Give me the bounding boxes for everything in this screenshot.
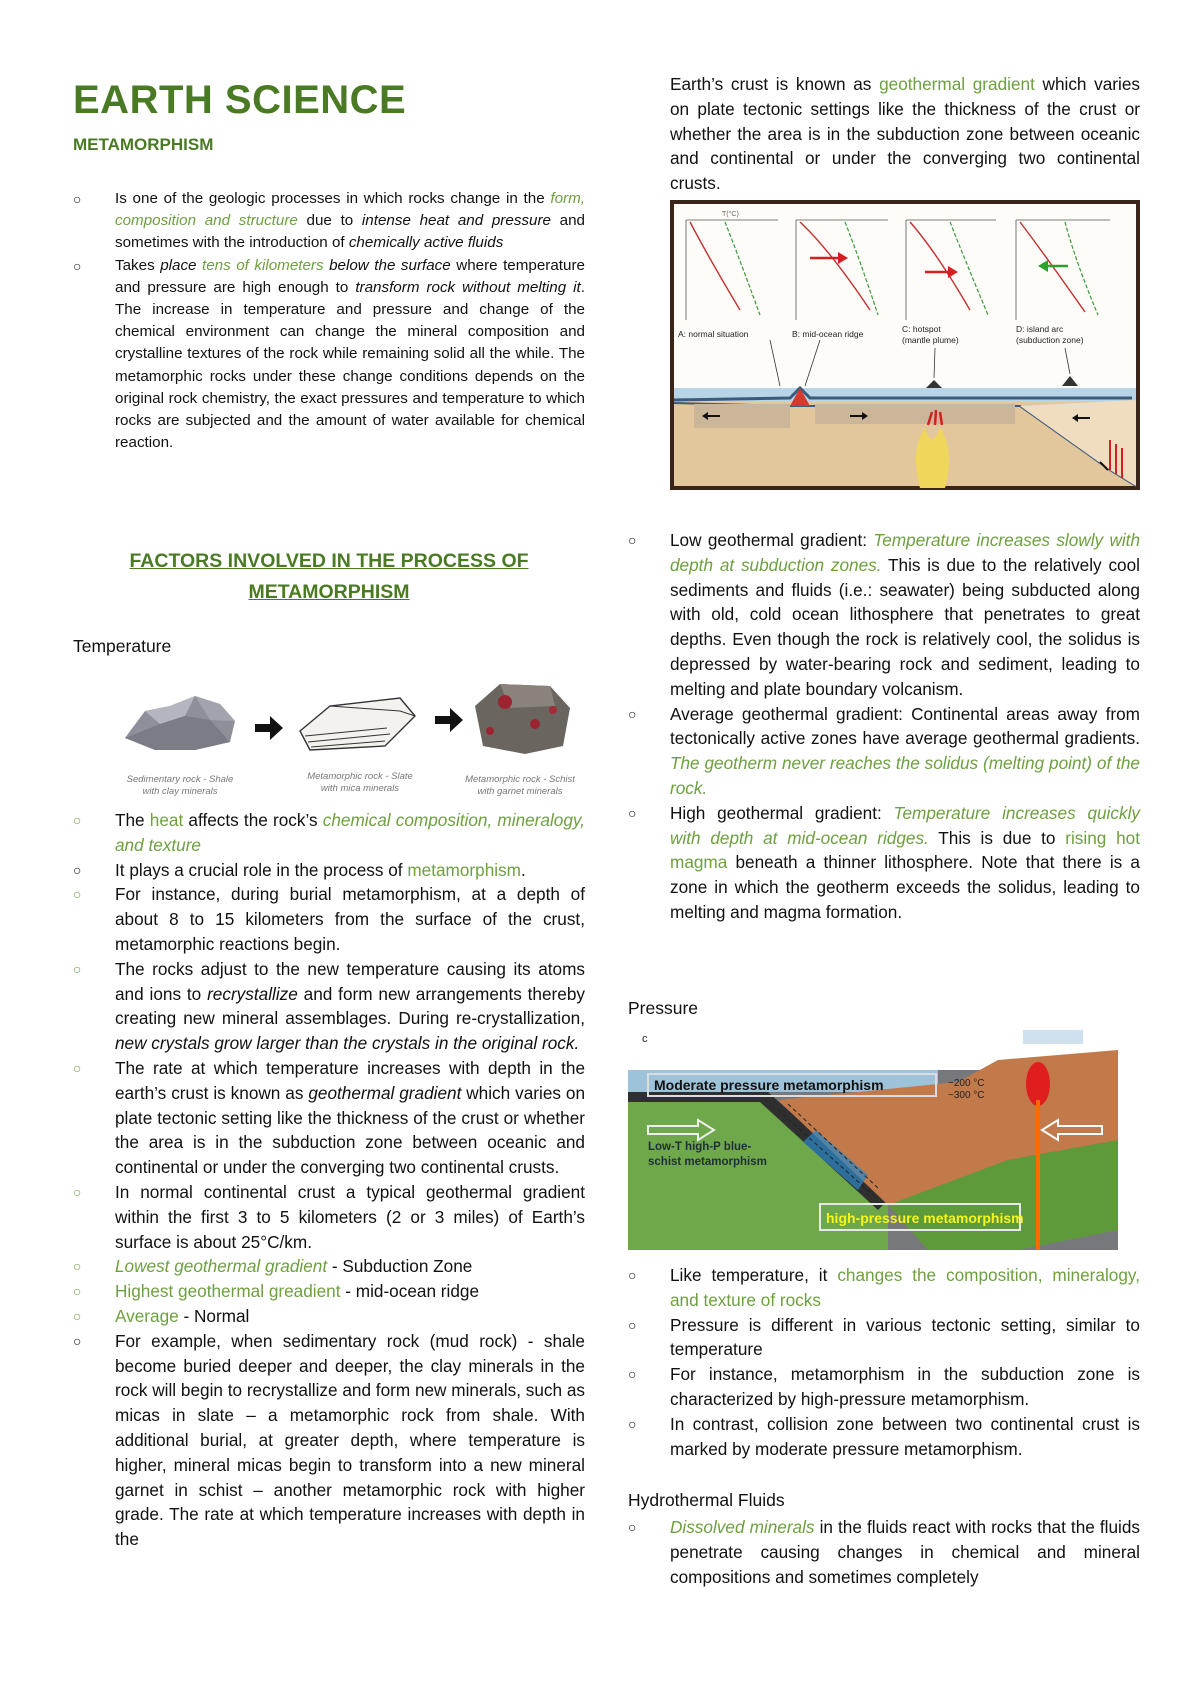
list-item: ○ Pressure is different in various tectonic setting, similar to temperature [628, 1314, 1140, 1360]
list-item: ○ High geothermal gradient: Temperature increases quickly with depth at mid-ocean ridges. This is due to rising hot magma beneath a thinner lithosphere. Note that there is a zone in which the geotherm exceeds the solidus, leading to melting and magma formation. [628, 802, 1140, 922]
circle-bullet-icon: ○ [628, 1415, 637, 1432]
figure-letter: c [642, 1033, 648, 1045]
circle-bullet-icon: ○ [628, 532, 637, 548]
circle-bullet-icon: ○ [73, 1059, 82, 1076]
moderate-pressure-label: Moderate pressure metamorphism [654, 1077, 884, 1093]
geothermal-paragraph: Earth’s crust is known as geothermal gradient which varies on plate tectonic settings like the thickness of the crust or whether the area is in the subduction zone between oceanic and continental or under the converging two continental crusts. [670, 74, 1141, 194]
panel-caption: (subduction zone) [1016, 335, 1084, 345]
panel-caption: C: hotspot [902, 324, 941, 334]
factors-heading: FACTORS INVOLVED IN THE PROCESS OF METAMORPHISM [129, 550, 529, 603]
panel-caption: A: normal situation [678, 329, 749, 339]
list-item: ○ Like temperature, it changes the composition, mineralogy, and texture of rocks [628, 1265, 1140, 1310]
caption-schist: Metamorphic rock - Schist [465, 774, 575, 785]
gradient-list [628, 528, 1140, 925]
circle-bullet-icon: ○ [73, 960, 82, 977]
list-item: ○ In contrast, collision zone between two continental crust is marked by moderate pressure metamorphism. [628, 1413, 1140, 1459]
pressure-label: Pressure [628, 998, 699, 1018]
geothermal-gradient-figure [670, 200, 1140, 490]
circle-bullet-icon: ○ [73, 1332, 82, 1349]
circle-bullet-icon: ○ [73, 191, 82, 207]
list-item: ○ Highest geothermal greadient - mid-ocean ridge [73, 1279, 585, 1304]
list-item: ○ Average geothermal gradient: Continental areas away from tectonically active zones have average geothermal gradients. The geotherm never reaches the solidus (melting point) of the rock. [628, 703, 1140, 798]
circle-bullet-icon: ○ [73, 861, 82, 878]
list-item: ○ Takes place tens of kilometers below the surface where temperature and pressure are high enough to transform rock without melting it. The increase in temperature and pressure and change of the chemical environment can change the mineral composition and crystalline textures of the rock while remaining solid all the while. The metamorphic rocks under these change conditions depends on the original rock chemistry, the exact pressures and temperature to which rocks are subjected and the amount of water available for chemical reaction. [73, 256, 585, 452]
list-item: ○ Dissolved minerals in the fluids react with rocks that the fluids penetrate causing changes in chemical and mineral compositions and sometimes completely [628, 1517, 1140, 1587]
page-title: EARTH SCIENCE [73, 78, 407, 122]
pressure-list [628, 1263, 1140, 1461]
axis-label: T(°C) [722, 211, 739, 218]
panel-caption: (mantle plume) [902, 335, 959, 345]
caption-schist-2: with garnet minerals [477, 786, 563, 797]
circle-bullet-icon: ○ [73, 886, 82, 903]
circle-bullet-icon: ○ [73, 1183, 82, 1200]
list-item: ○ In normal continental crust a typical geothermal gradient within the first 3 to 5 kilometers (2 or 3 miles) of Earth’s surface is about 25°C/km. [73, 1181, 585, 1252]
hydrothermal-list [628, 1515, 1140, 1589]
caption-shale-2: with clay minerals [142, 786, 218, 797]
list-item: ○ For instance, during burial metamorphism, at a depth of about 8 to 15 kilometers from the surface of the crust, metamorphic reactions begin. [73, 884, 585, 954]
page-subtitle: METAMORPHISM [73, 135, 214, 154]
list-item: ○ The rate at which temperature increases with depth in the earth’s crust is known as geothermal gradient which varies on plate tectonic setting like the thickness of the crust or whether the area is in the subduction zone between oceanic and continental or under the converging two continental crusts. [73, 1057, 586, 1178]
panel-caption: B: mid-ocean ridge [792, 329, 864, 339]
list-item: ○ For instance, metamorphism in the subduction zone is characterized by high-pressure metamorphism. [628, 1364, 1140, 1409]
temperature-200: ~200 °C [948, 1078, 985, 1089]
list-item: ○ For example, when sedimentary rock (mud rock) - shale become buried deeper and deeper, the clay minerals in the rock will begin to recrystallize and form new minerals, such as micas in slate – a metamorphic rock from shale. With additional burial, at greater depth, where temperature is higher, mineral micas begin to transform into a new mineral garnet in schist – another metamorphic rock with higher grade. The rate at which temperature increases with depth in the [73, 1330, 585, 1550]
blueschist-label: Low-T high-P blue- [648, 1141, 752, 1153]
circle-bullet-icon: ○ [628, 1316, 637, 1333]
panel-caption: D: island arc [1016, 324, 1064, 334]
circle-bullet-icon: ○ [628, 1267, 637, 1283]
pressure-figure [628, 1030, 1118, 1250]
list-item: ○ It plays a crucial role in the process of metamorphism. [73, 858, 585, 883]
circle-bullet-icon: ○ [73, 257, 82, 274]
circle-bullet-icon: ○ [628, 1519, 637, 1535]
circle-bullet-icon: ○ [628, 705, 637, 722]
circle-bullet-icon: ○ [73, 812, 82, 828]
temperature-300: ~300 °C [948, 1090, 985, 1101]
list-item: ○ Is one of the geologic processes in which rocks change in the form, composition and structure due to intense heat and pressure and sometimes with the introduction of chemically active fluids [73, 190, 585, 252]
circle-bullet-icon: ○ [73, 1307, 82, 1324]
rock-transformation-figure [115, 676, 575, 800]
caption-slate: Metamorphic rock - Slate [307, 771, 413, 782]
hydrothermal-label: Hydrothermal Fluids [628, 1490, 785, 1510]
circle-bullet-icon: ○ [628, 804, 637, 821]
caption-slate-2: with mica minerals [320, 783, 400, 794]
list-item: ○ Low geothermal gradient: Temperature increases slowly with depth at subduction zones. This is due to the relatively cool sediments and fluids (i.e.: seawater) being subducted along with old, cold ocean lithosphere that penetrates to great depths. Even though the rock is relatively cool, the solidus is depressed by water-bearing rock and sediment, leading to melting and plate boundary volcanism. [628, 530, 1141, 699]
list-item: ○ Lowest geothermal gradient - Subduction Zone [73, 1254, 585, 1279]
temperature-list [73, 808, 585, 1552]
blueschist-label-2: schist metamorphism [648, 1156, 767, 1168]
high-pressure-label: high-pressure metamorphism [826, 1210, 1024, 1226]
temperature-label: Temperature [73, 636, 172, 656]
caption-shale: Sedimentary rock - Shale [126, 774, 234, 785]
circle-bullet-icon: ○ [73, 1283, 82, 1300]
schist-rock-image [475, 684, 570, 754]
list-item: ○ The heat affects the rock’s chemical composition, mineralogy, and texture [73, 810, 585, 855]
circle-bullet-icon: ○ [628, 1366, 637, 1383]
intro-list [73, 188, 585, 454]
list-item: ○ The rocks adjust to the new temperature causing its atoms and ions to recrystallize and form new arrangements thereby creating new mineral assemblages. During re-crystallization, new crystals grow larger than the crystals in the original rock. [73, 958, 585, 1054]
list-item: ○ Average - Normal [73, 1304, 585, 1329]
circle-bullet-icon: ○ [73, 1258, 82, 1275]
